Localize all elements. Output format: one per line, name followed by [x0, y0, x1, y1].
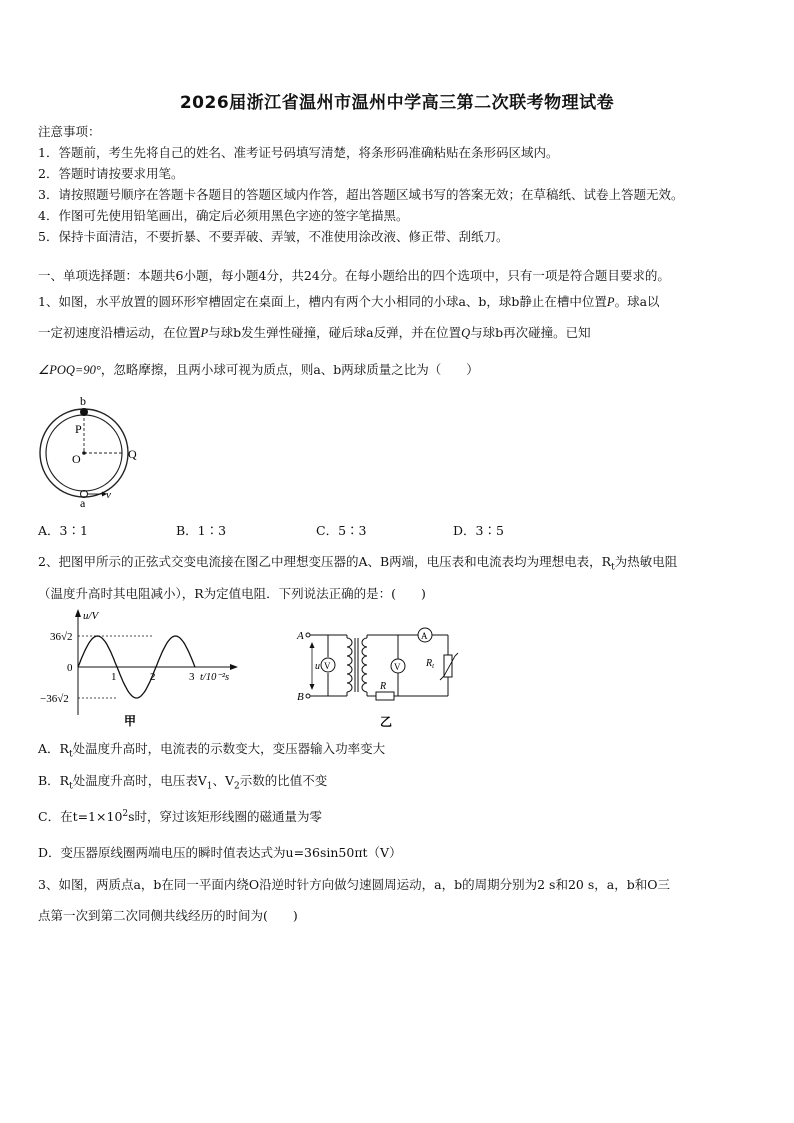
q1-option-b: B．1∶3 [176, 523, 227, 538]
circuit-caption: 乙 [380, 715, 393, 729]
graph-xtick-1: 1 [111, 671, 117, 683]
note-item-3: 3．请按照题号顺序在答题卡各题目的答题区域内作答，超出答题区域书写的答案无效；在草稿纸、试卷上答题无效。 [38, 187, 684, 202]
q1-var-p: P [200, 326, 209, 340]
label-a: a [80, 496, 86, 510]
section-heading: 一、单项选择题：本题共6小题，每小题4分，共24分。在每小题给出的四个选项中，只有一项是符合题目要求的。 [38, 268, 670, 283]
resistor-r-label: R [380, 681, 387, 692]
q2-text: 2、把图甲所示的正弦式交变电流接在图乙中理想变压器的A、B两端，电压表和电流表均为理想电表，R [38, 554, 612, 569]
q2-text: 处温度升高时，电压表V [72, 773, 207, 788]
q1-text: 。球a以 [614, 294, 660, 309]
q1-option-d: D．3∶5 [453, 523, 504, 538]
q1-text: ，忽略摩擦，且两小球可视为质点，则a、b两球质量之比为（ ） [100, 362, 479, 377]
q2-line-2: （温度升高时其电阻减小），R为定值电阻．下列说法正确的是：( ) [38, 586, 426, 601]
q2-text: 示数的比值不变 [239, 773, 328, 788]
primary-coil [347, 638, 352, 692]
graph-xlabel: t/10⁻²s [200, 672, 230, 683]
q2-subscript: t [611, 562, 615, 573]
q1-var-q: Q [461, 326, 471, 340]
label-v: v [106, 489, 111, 501]
ammeter-label: A [421, 631, 428, 641]
q1-line-1 [38, 292, 660, 310]
label-p: P [75, 422, 82, 436]
secondary-coil [362, 638, 367, 692]
note-item-4: 4．作图可先使用铅笔画出，确定后必须用黑色字迹的签字笔描黑。 [38, 208, 409, 223]
q1-option-c: C．5∶3 [316, 523, 367, 538]
graph-xtick-2: 2 [150, 671, 156, 683]
note-item-2: 2．答题时请按要求用笔。 [38, 166, 184, 181]
q2-text: A．R [38, 741, 69, 756]
q1-text: 与球b发生弹性碰撞，碰后球a反弹，并在位置 [208, 325, 462, 340]
label-o: O [72, 452, 81, 466]
q1-var-p: P [606, 295, 615, 309]
q1-line-2 [38, 323, 591, 341]
notes-heading: 注意事项： [38, 124, 101, 139]
q2-option-d: D．变压器原线圈两端电压的瞬时值表达式为u=36sin50πt（V） [38, 845, 402, 860]
graph-ytick-bottom: −36√2 [40, 693, 69, 705]
ball-b [80, 408, 88, 416]
q1-option-a: A．3∶1 [38, 523, 88, 538]
q2-text: 、V [212, 773, 235, 788]
q2-subscript: t [69, 781, 73, 792]
q1-angle: ∠POQ=90° [38, 363, 101, 377]
q2-text: 为热敏电阻 [614, 554, 678, 569]
q2-text: 处温度升高时，电流表的示数变大，变压器输入功率变大 [72, 741, 386, 756]
voltage-graph-figure [36, 605, 266, 730]
page-title: 2026届浙江省温州市温州中学高三第二次联考物理试卷 [179, 93, 615, 113]
terminal-a-label: A [297, 630, 304, 642]
note-item-5: 5．保持卡面清洁，不要折暴、不要弄破、弄皱，不准使用涂改液、修正带、刮纸刀。 [38, 229, 509, 244]
label-b: b [80, 396, 86, 408]
q2-option-c [38, 807, 322, 825]
q2-option-a [38, 739, 385, 760]
graph-ylabel: u/V [83, 610, 99, 622]
q2-text: s时，穿过该矩形线圈的磁通量为零 [128, 809, 323, 824]
q2-superscript: 2 [122, 808, 129, 819]
ring-groove-figure [36, 396, 146, 511]
q1-line-3 [38, 360, 479, 378]
q2-subscript: 2 [234, 781, 240, 792]
q3-line-2: 点第一次到第二次同侧共线经历的时间为( ) [38, 908, 298, 923]
q1-text: 一定初速度沿槽运动，在位置 [38, 325, 201, 340]
q1-text: 与球b再次碰撞。已知 [470, 325, 591, 340]
voltmeter-v2-label: V [394, 662, 401, 672]
transformer-circuit-figure [292, 622, 462, 734]
q2-option-b [38, 771, 327, 792]
q1-text: 1、如图，水平放置的圆环形窄槽固定在桌面上，槽内有两个大小相同的小球a、b，球b静止在槽中位置 [38, 294, 607, 309]
graph-ytick-zero: 0 [67, 662, 73, 674]
graph-caption: 甲 [124, 714, 137, 728]
q2-text: C．在t=1×10 [38, 809, 123, 824]
q2-subscript: 1 [206, 781, 213, 792]
voltmeter-v1-label: V [324, 661, 331, 671]
q2-line-1 [38, 552, 677, 573]
thermistor-label: $R_t$ [426, 658, 435, 670]
q3-line-1: 3、如图，两质点a，b在同一平面内绕O沿逆时针方向做匀速圆周运动，a，b的周期分别为2 s和20 s，a，b和O三 [38, 877, 670, 892]
terminal-b-label: B [297, 691, 304, 703]
graph-ytick-top: 36√2 [50, 631, 73, 643]
graph-xtick-3: 3 [189, 671, 195, 683]
q2-subscript: t [68, 749, 73, 760]
q2-text: B．R [38, 773, 70, 788]
input-u-label: u [315, 661, 320, 672]
note-item-1: 1．答题前，考生先将自己的姓名、准考证号码填写清楚，将条形码准确粘贴在条形码区域内。 [38, 145, 559, 160]
label-q: Q [128, 447, 137, 461]
